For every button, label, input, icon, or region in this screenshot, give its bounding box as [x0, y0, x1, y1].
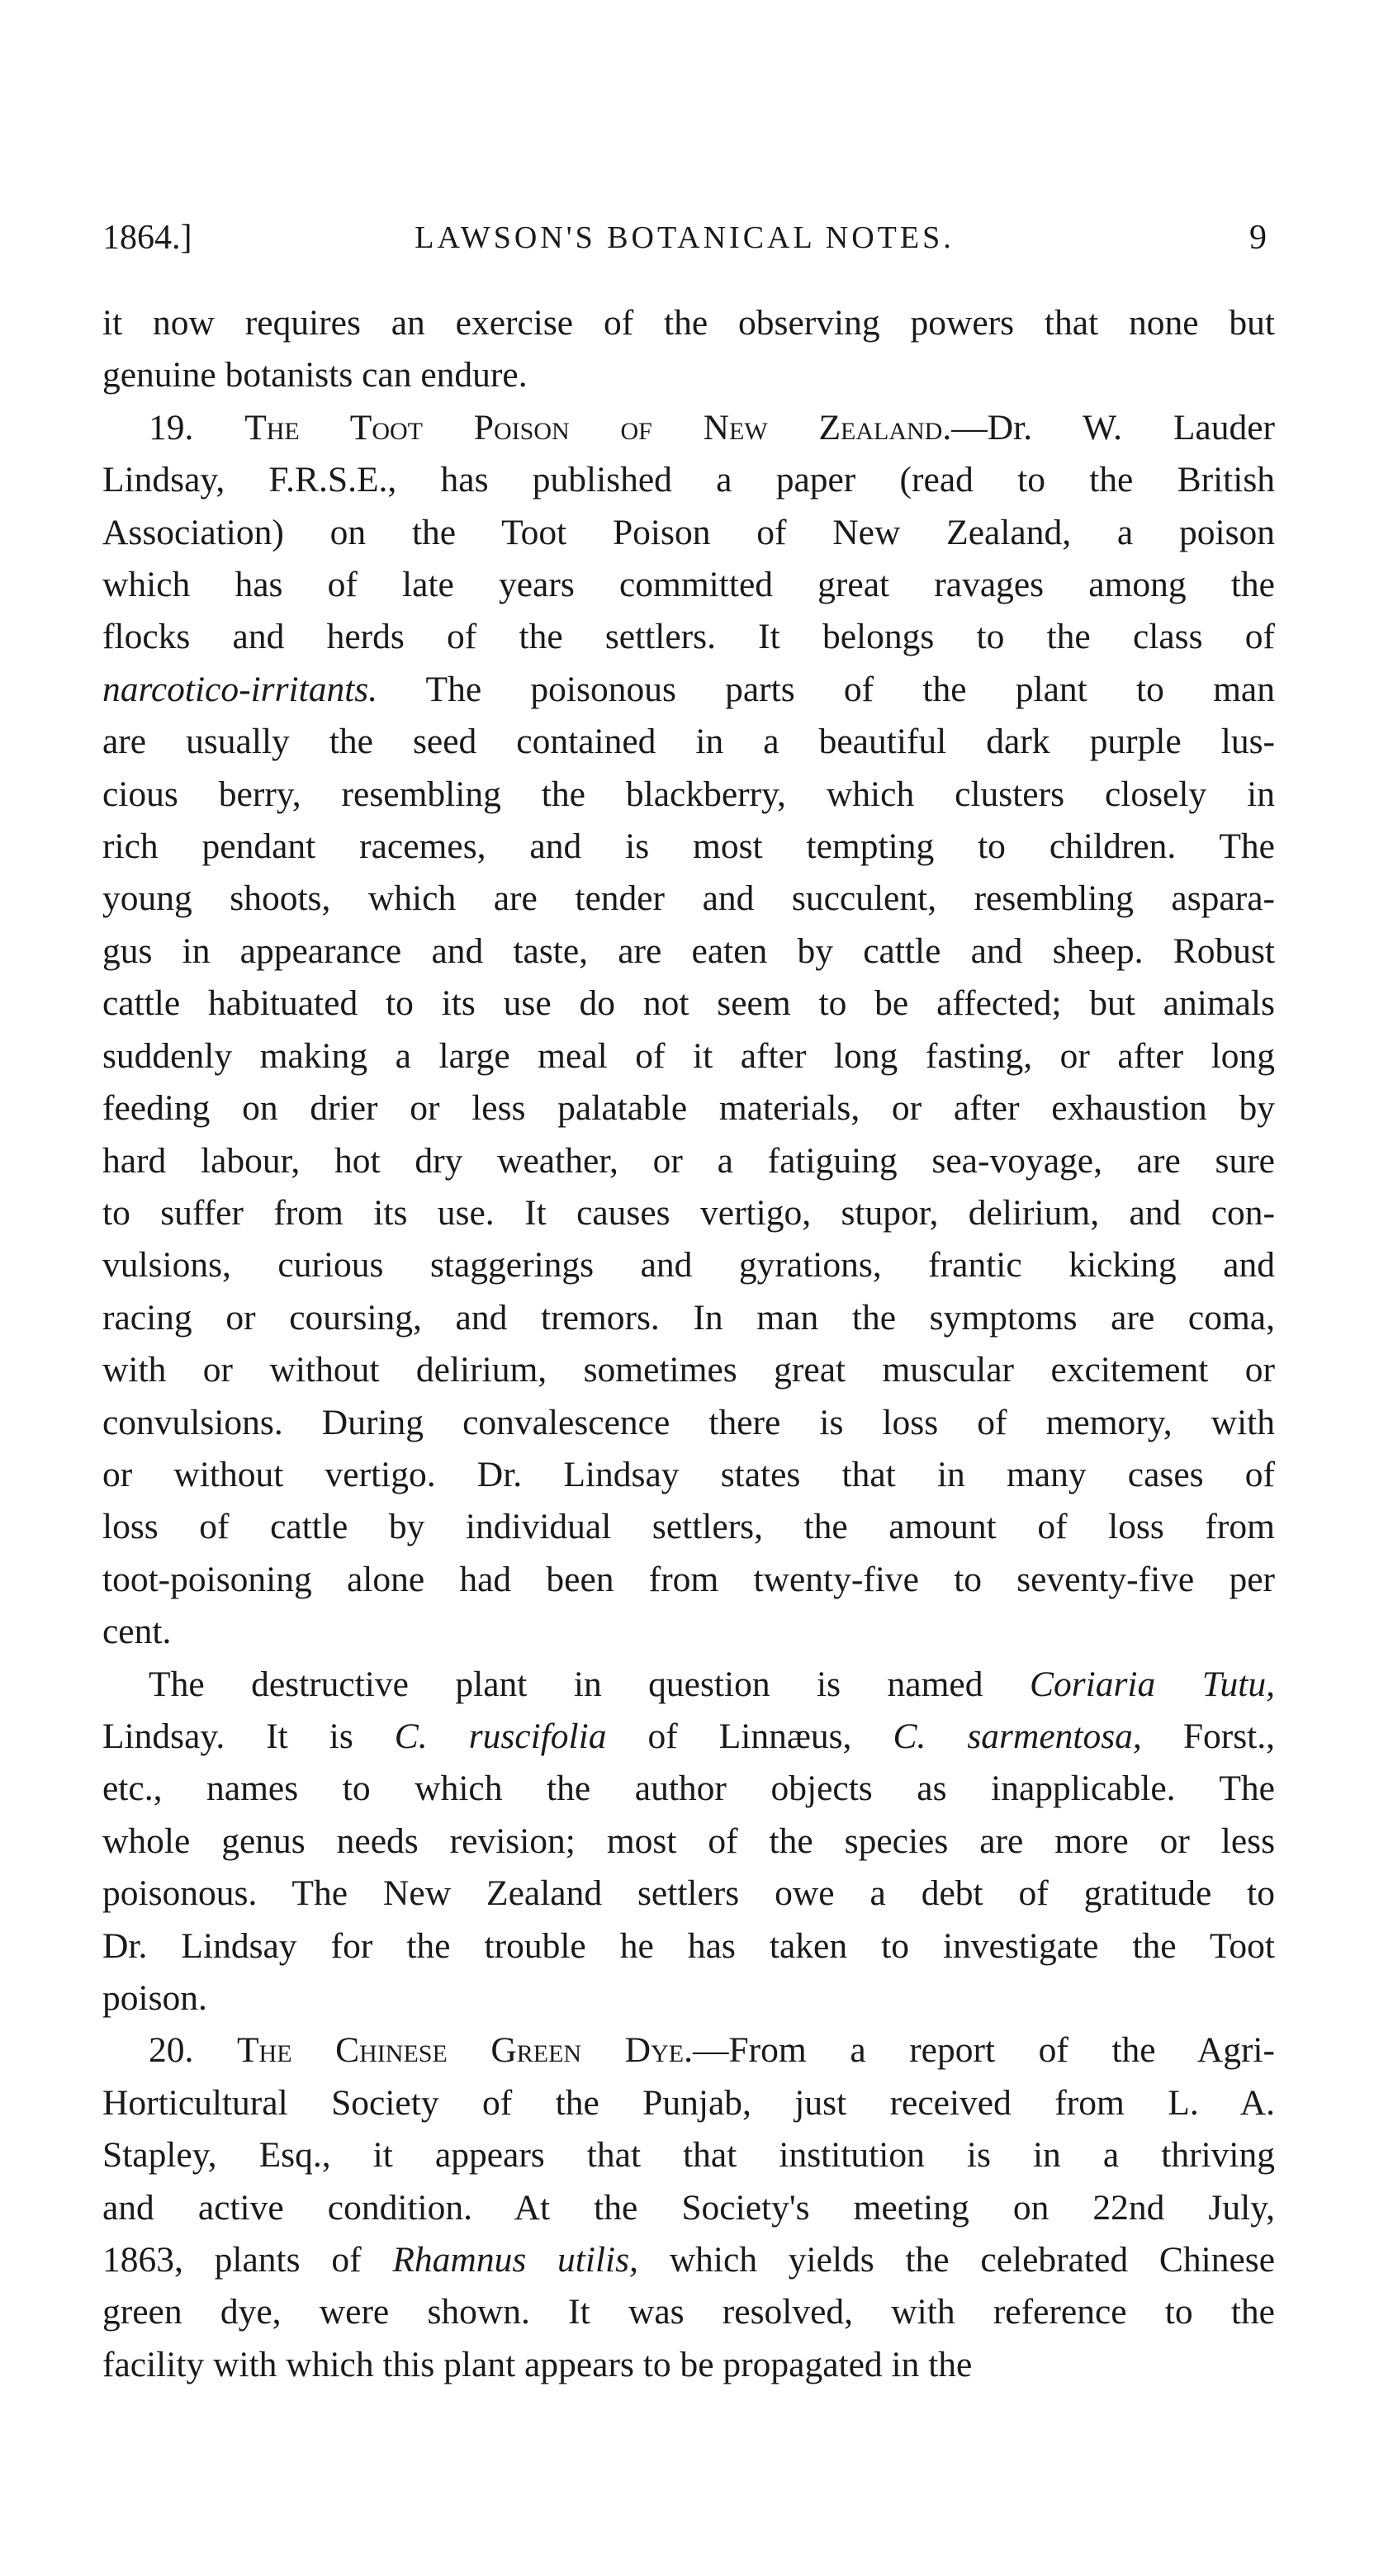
text-line: genuine botanists can endure.: [102, 355, 528, 395]
text-line: facility with which this plant appears to be propagated in the: [102, 2344, 973, 2384]
text-line: Stapley, Esq., it appears that that institution is in a thriving: [102, 2135, 1275, 2176]
section-heading: The Chinese Green Dye.: [236, 2030, 693, 2071]
text-line: racing or coursing, and tremors. In man the symptoms are coma,: [102, 1297, 1275, 1338]
text-line: Horticultural Society of the Punjab, just received from L. A.: [102, 2082, 1275, 2123]
text-line: feeding on drier or less palatable materials, or after exhaustion by: [102, 1088, 1275, 1129]
text-line: whole genus needs revision; most of the species are more or less: [102, 1821, 1275, 1861]
text-line: cious berry, resembling the blackberry, which clusters closely in: [102, 774, 1275, 814]
paragraph-p1: [102, 297, 1275, 402]
section-heading: The Toot Poison of New Zealand.: [244, 407, 952, 447]
text-line: Association) on the Toot Poison of New Zealand, a poison: [102, 512, 1275, 552]
italic-term: Coriaria Tutu,: [1029, 1664, 1275, 1704]
text-line: Lindsay, F.R.S.E., has published a paper (read to the British: [102, 460, 1275, 500]
text-line: The destructive plant in question is named Coriaria Tutu,: [149, 1664, 1275, 1704]
header-title: LAWSON'S BOTANICAL NOTES.: [415, 220, 955, 255]
text-line: green dye, were shown. It was resolved, with reference to the: [102, 2292, 1275, 2332]
text-line: hard labour, hot dry weather, or a fatiguing sea-voyage, are sure: [102, 1140, 1275, 1181]
line-text: —Dr. W. Lauder: [951, 407, 1276, 447]
text-line: rich pendant racemes, and is most tempting to children. The: [102, 826, 1275, 867]
text-line: narcotico-irritants. The poisonous parts of the plant to man: [102, 669, 1275, 709]
section-number: 20.: [149, 2030, 237, 2071]
text-line: [102, 2024, 1275, 2076]
text-line: poisonous. The New Zealand settlers owe a debt of gratitude to: [102, 1873, 1275, 1914]
italic-term: Rhamnus utilis,: [392, 2240, 638, 2280]
text-line: gus in appearance and taste, are eaten by cattle and sheep. Robust: [102, 930, 1275, 971]
text-line: loss of cattle by individual settlers, the amount of loss from: [102, 1507, 1275, 1547]
text-line: toot-poisoning alone had been from twenty-five to seventy-five per: [102, 1559, 1275, 1599]
text-line: with or without delirium, sometimes great muscular excitement or: [102, 1350, 1275, 1390]
text-line: [102, 402, 1275, 454]
text-line: vulsions, curious staggerings and gyrations, frantic kicking and: [102, 1245, 1275, 1286]
text-line: cent.: [102, 1612, 172, 1652]
text-line: convulsions. During convalescence there is loss of memory, with: [102, 1402, 1275, 1442]
italic-term: narcotico-irritants.: [102, 669, 378, 709]
text-line: suddenly making a large meal of it after long fasting, or after long: [102, 1035, 1275, 1076]
running-head: [102, 213, 1267, 263]
body-text: [102, 297, 1275, 2391]
text-line: 1863, plants of Rhamnus utilis, which yields the celebrated Chinese: [102, 2240, 1275, 2280]
italic-term: C. sarmentosa,: [893, 1716, 1142, 1756]
header-year: 1864.]: [102, 219, 192, 257]
text-line: flocks and herds of the settlers. It belongs to the class of: [102, 617, 1275, 657]
page-number: 9: [1249, 219, 1267, 257]
text-line: or without vertigo. Dr. Lindsay states that in many cases of: [102, 1454, 1275, 1494]
text-line: Lindsay. It is C. ruscifolia of Linnæus, C. sarmentosa, Forst.,: [102, 1716, 1276, 1756]
text-line: it now requires an exercise of the observing powers that none but: [102, 303, 1275, 343]
line-text: —From a report of the Agri-: [692, 2030, 1276, 2071]
text-line: cattle habituated to its use do not seem to be affected; but animals: [102, 983, 1275, 1024]
text-line: young shoots, which are tender and succulent, resembling aspara-: [102, 878, 1275, 919]
text-line: are usually the seed contained in a beautiful dark purple lus-: [102, 722, 1275, 762]
paragraph-p2: [102, 402, 1275, 1659]
italic-term: C. ruscifolia: [394, 1716, 607, 1756]
text-line: which has of late years committed great ravages among the: [102, 565, 1275, 605]
text-line: to suffer from its use. It causes vertigo, stupor, delirium, and con-: [102, 1192, 1275, 1233]
text-line: etc., names to which the author objects as inapplicable. The: [102, 1769, 1275, 1809]
text-line: Dr. Lindsay for the trouble he has taken to investigate the Toot: [102, 1925, 1275, 1966]
paragraph-p4: [102, 2024, 1275, 2391]
text-line: and active condition. At the Society's meeting on 22nd July,: [102, 2187, 1275, 2228]
text-line: poison.: [102, 1978, 207, 2018]
paragraph-p3: [102, 1659, 1275, 2025]
section-number: 19.: [149, 407, 245, 447]
